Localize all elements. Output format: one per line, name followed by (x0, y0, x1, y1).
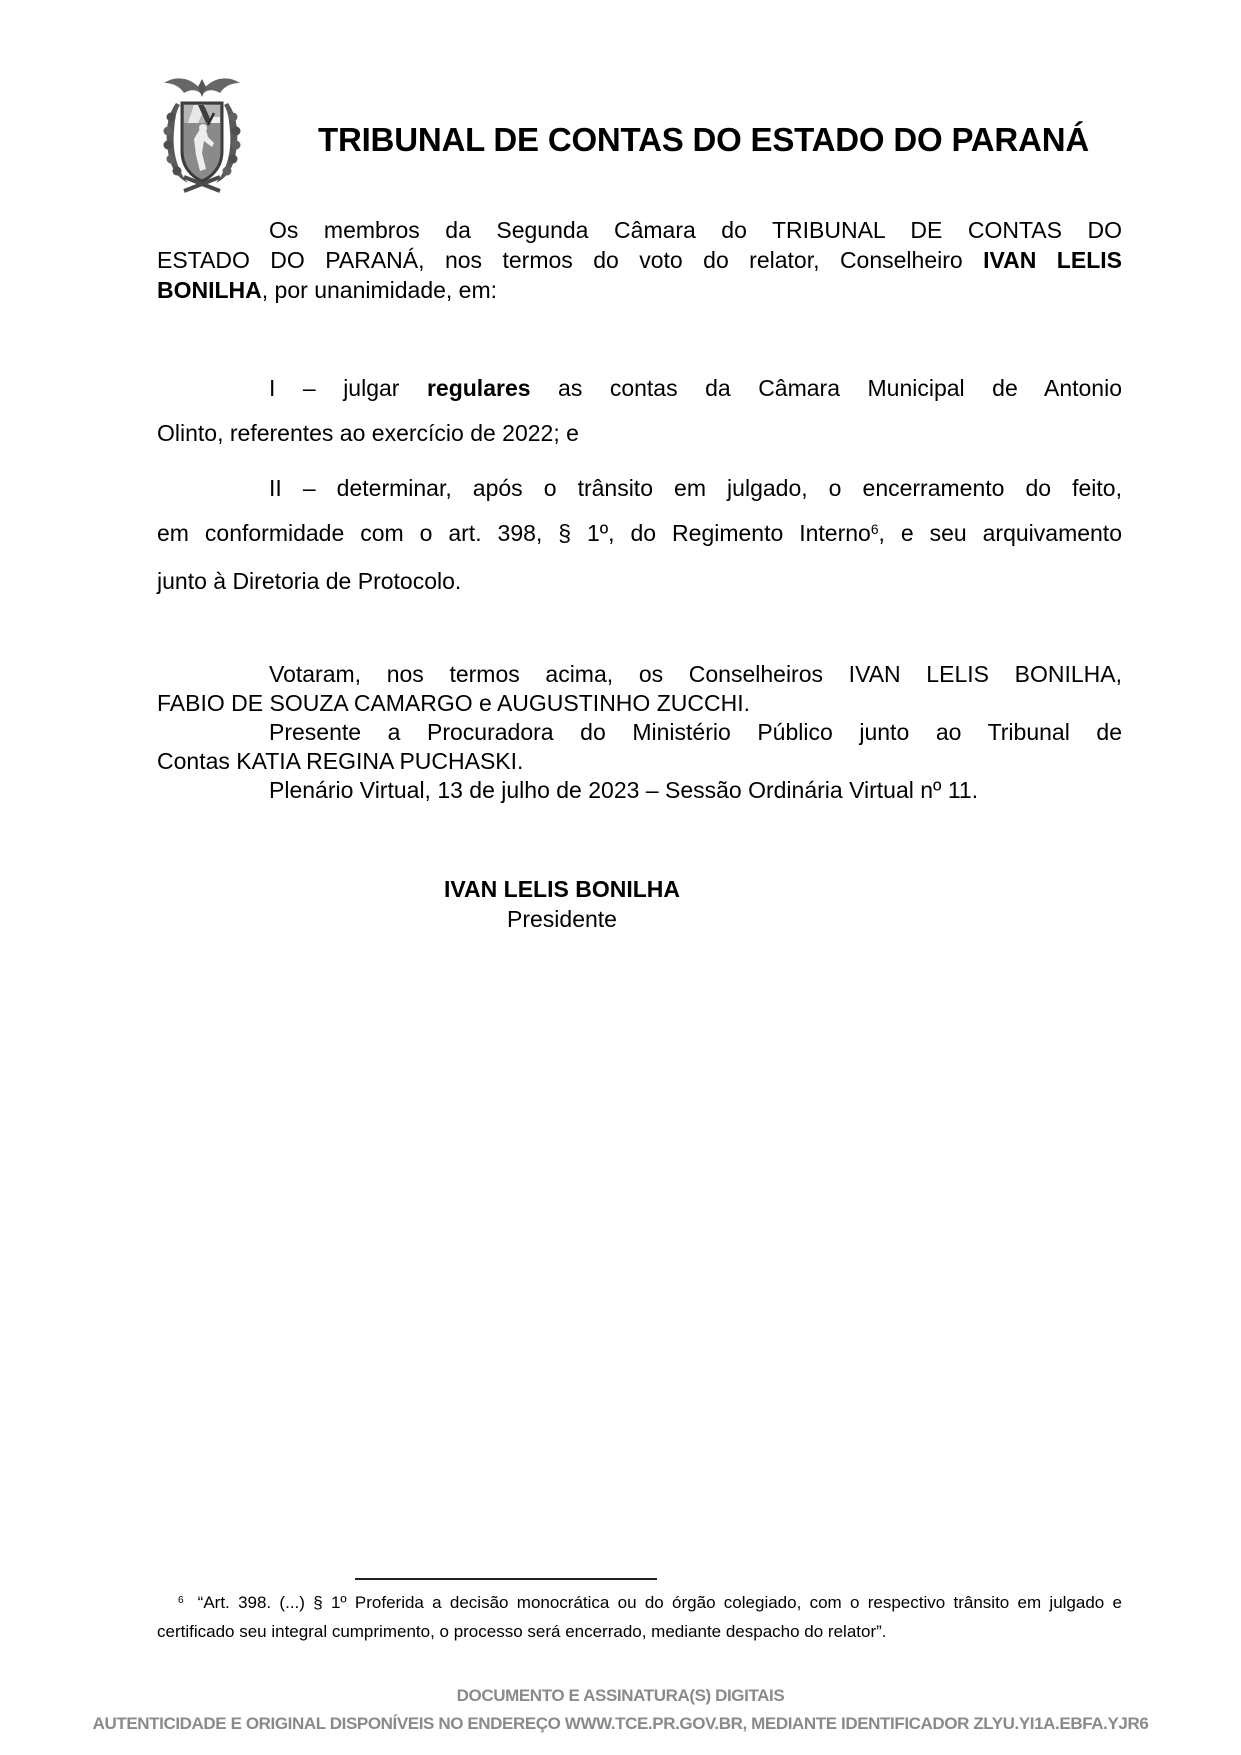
text-line (157, 466, 1122, 511)
text-segment: IVAN LELIS (983, 247, 1122, 273)
footer-line-1: DOCUMENTO E ASSINATURA(S) DIGITAIS (456, 1686, 785, 1705)
text-line (157, 660, 1122, 689)
text-segment: Contas KATIA REGINA PUCHASKI. (157, 748, 524, 774)
footer-line-2: AUTENTICIDADE E ORIGINAL DISPONÍVEIS NO ENDEREÇO WWW.TCE.PR.GOV.BR, MEDIANTE IDENTIFICADOR ZLYU.YI1A.EBFA.YJR6 (92, 1714, 1149, 1733)
text-line (157, 215, 1122, 245)
footnote-ref: 6 (870, 522, 879, 538)
paragraph-item-2 (157, 466, 1122, 604)
signature-role: Presidente (507, 906, 617, 932)
text-segment: em conformidade com o art. 398, § 1º, do Regimento Interno (157, 520, 871, 546)
text-line (157, 1619, 1122, 1645)
text-segment: Plenário Virtual, 13 de julho de 2023 – Sessão Ordinária Virtual nº 11. (269, 777, 979, 803)
paragraph-votes (157, 660, 1122, 805)
text-line (157, 366, 1122, 411)
text-line (157, 689, 1122, 718)
footnote-separator-rule (355, 1578, 657, 1580)
digital-signature-footer (0, 1682, 1241, 1738)
text-segment: ESTADO DO PARANÁ, nos termos do voto do relator, Conselheiro (157, 247, 984, 273)
text-segment: BONILHA (157, 277, 262, 303)
text-line (157, 245, 1122, 275)
text-line (157, 411, 1122, 456)
text-segment: FABIO DE SOUZA CAMARGO e AUGUSTINHO ZUCCHI. (157, 690, 750, 716)
parana-coat-of-arms-logo (154, 73, 250, 195)
text-line (157, 747, 1122, 776)
text-line (157, 511, 1122, 559)
text-line (157, 275, 1122, 305)
text-segment: Os membros da Segunda Câmara do TRIBUNAL DE CONTAS DO (269, 217, 1122, 243)
text-segment: II – determinar, após o trânsito em julgado, o encerramento do feito, (269, 475, 1122, 501)
signature-name: IVAN LELIS BONILHA (444, 876, 680, 902)
text-line (157, 718, 1122, 747)
text-segment: junto à Diretoria de Protocolo. (157, 568, 462, 594)
coat-of-arms-graphic (154, 73, 250, 197)
text-segment: Votaram, nos termos acima, os Conselheiros IVAN LELIS BONILHA, (269, 661, 1122, 687)
text-segment: Olinto, referentes ao exercício de 2022; e (157, 420, 579, 446)
page-title: TRIBUNAL DE CONTAS DO ESTADO DO PARANÁ (318, 121, 1089, 158)
text-segment: I – julgar (269, 375, 427, 401)
paragraph-intro (157, 215, 1122, 305)
paragraph-item-1 (157, 366, 1122, 456)
text-segment: regulares (426, 375, 531, 401)
text-segment: as contas da Câmara Municipal de Antonio (530, 375, 1122, 401)
text-segment: , por unanimidade, em: (261, 277, 498, 303)
text-line (157, 559, 1122, 604)
footnote-ref: 6 (178, 1594, 184, 1606)
text-segment: “Art. 398. (...) § 1º Proferida a decisão monocrática ou do órgão colegiado, com o respectivo trânsito em julgado e (197, 1593, 1122, 1612)
text-segment: certificado seu integral cumprimento, o processo será encerrado, mediante despacho do relator”. (157, 1622, 887, 1641)
text-line (157, 1590, 1122, 1619)
signature-block (157, 874, 967, 934)
text-line (157, 776, 1122, 805)
text-segment: , e seu arquivamento (878, 520, 1122, 546)
text-segment: Presente a Procuradora do Ministério Público junto ao Tribunal de (269, 719, 1122, 745)
footnote (157, 1590, 1122, 1645)
